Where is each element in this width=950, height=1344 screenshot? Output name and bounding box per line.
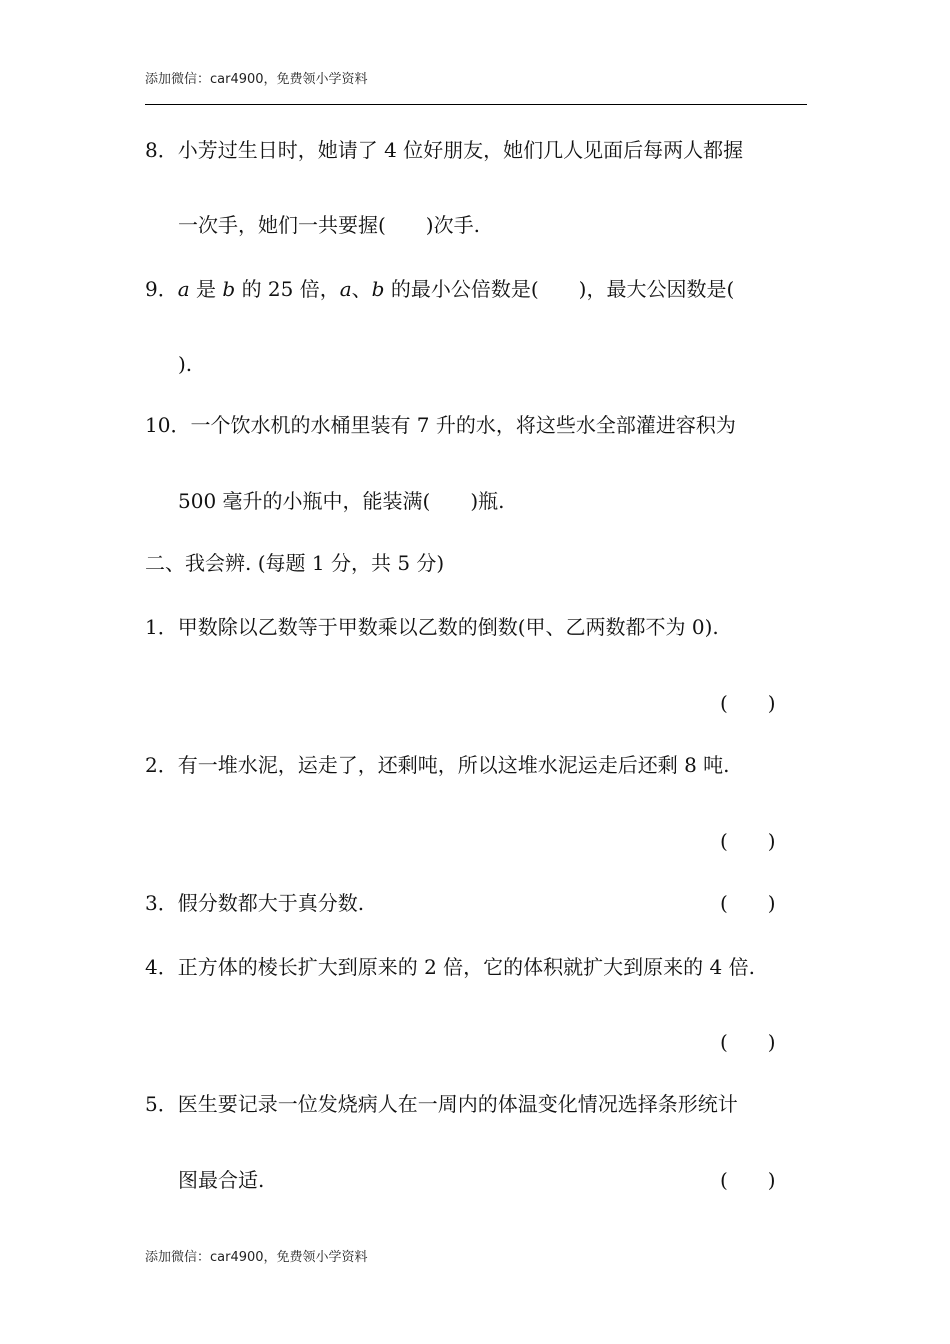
judge3-answer-paren[interactable]: ( ) — [720, 891, 776, 915]
q9-line2: ). — [178, 352, 193, 376]
q9-text-1: 是 — [196, 277, 217, 301]
judge4-text: 4．正方体的棱长扩大到原来的 2 倍，它的体积就扩大到原来的 4 倍. — [145, 955, 755, 979]
q9-var-b: b — [222, 277, 236, 301]
judge2-text: 2．有一堆水泥，运走了，还剩吨，所以这堆水泥运走后还剩 8 吨. — [145, 753, 730, 777]
judge4-answer-paren[interactable]: ( ) — [720, 1030, 776, 1054]
q10-line1: 10．一个饮水机的水桶里装有 7 升的水，将这些水全部灌进容积为 — [145, 413, 736, 437]
q9-var-b2: b — [371, 277, 385, 301]
q9-text-3: 、 — [351, 277, 372, 301]
judge1-text: 1．甲数除以乙数等于甲数乘以乙数的倒数(甲、乙两数都不为 0). — [145, 615, 719, 639]
q9-text-4: 的最小公倍数是( )，最大公因数是( — [390, 277, 735, 301]
judge5-line2: 图最合适. — [178, 1168, 265, 1192]
q9-line1 — [145, 279, 734, 299]
q8-line2: 一次手，她们一共要握( )次手. — [178, 213, 480, 237]
q8-line1: 8．小芳过生日时，她请了 4 位好朋友，她们几人见面后每两人都握 — [145, 138, 744, 162]
header-note: 添加微信：car4900，免费领小学资料 — [145, 72, 368, 87]
section2-title: 二、我会辨. (每题 1 分，共 5 分) — [145, 551, 445, 575]
header-divider — [145, 104, 807, 105]
q9-var-a2: a — [339, 277, 352, 301]
judge1-answer-paren[interactable]: ( ) — [720, 691, 776, 715]
footer-note: 添加微信：car4900，免费领小学资料 — [145, 1250, 368, 1265]
judge5-line1: 5．医生要记录一位发烧病人在一周内的体温变化情况选择条形统计 — [145, 1092, 738, 1116]
judge2-answer-paren[interactable]: ( ) — [720, 829, 776, 853]
q9-number: 9． — [145, 277, 178, 301]
q9-var-a: a — [177, 277, 190, 301]
judge5-answer-paren[interactable]: ( ) — [720, 1168, 776, 1192]
q10-line2: 500 毫升的小瓶中，能装满( )瓶. — [178, 489, 505, 513]
q9-text-2: 的 25 倍， — [241, 277, 340, 301]
judge3-text: 3．假分数都大于真分数. — [145, 891, 365, 915]
